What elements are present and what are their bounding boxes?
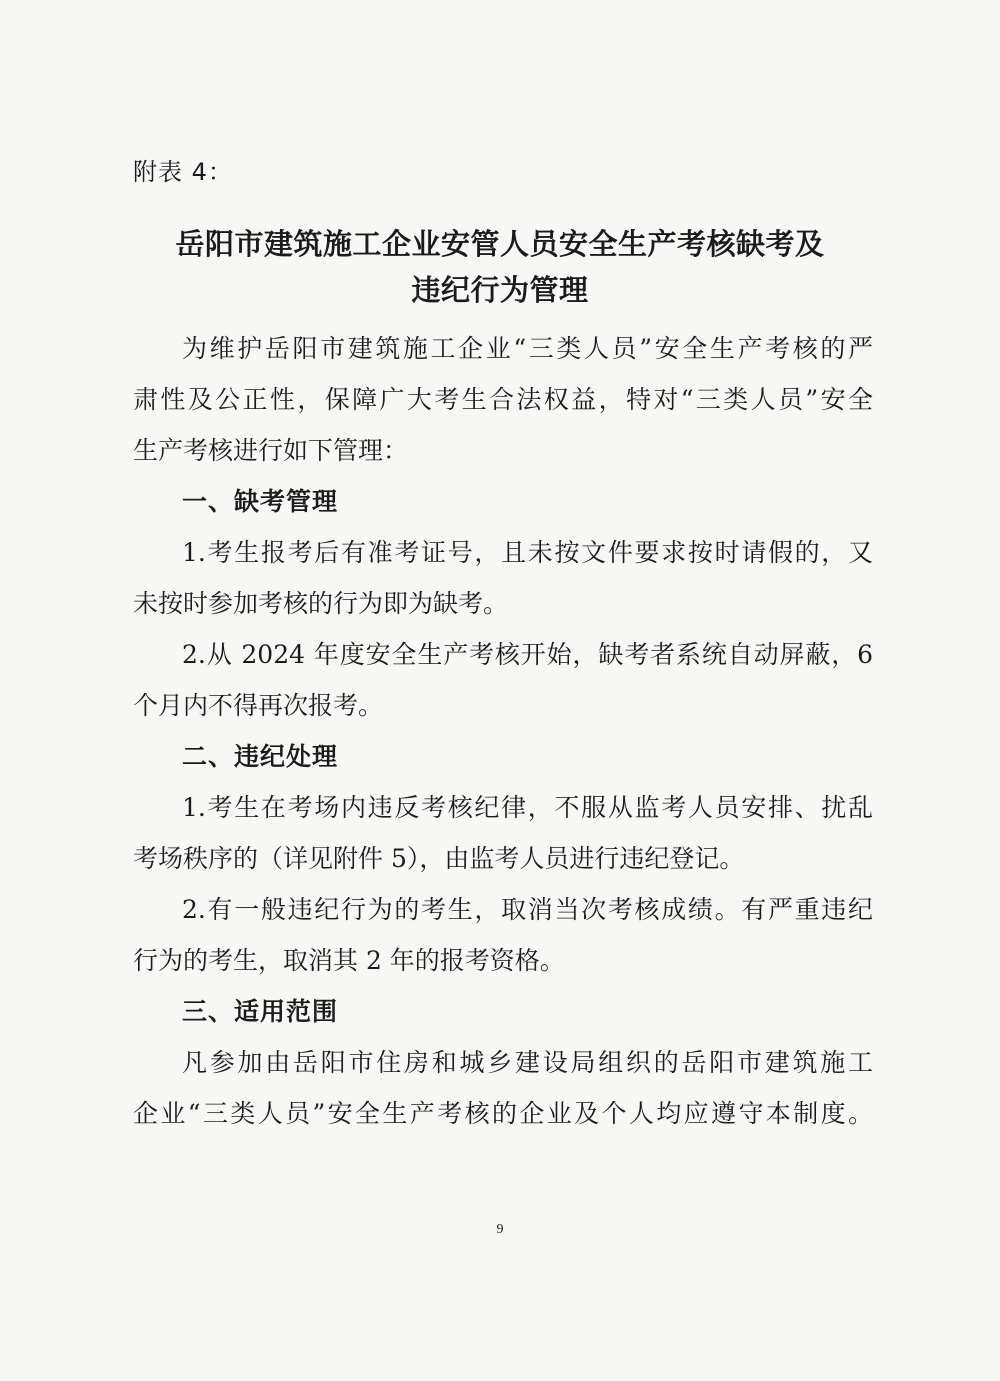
violation-item-1-line-2: 考场秩序的（详见附件 5），由监考人员进行违纪登记。 xyxy=(133,844,745,873)
intro-line-3: 生产考核进行如下管理： xyxy=(133,436,409,465)
section-heading-violation: 二、违纪处理 xyxy=(182,742,339,771)
document-title-line-2: 违纪行为管理 xyxy=(411,273,589,307)
violation-item-2-line-2: 行为的考生，取消其 2 年的报考资格。 xyxy=(133,946,565,975)
absence-item-1-line-1: 1.考生报考后有准考证号，且未按文件要求按时请假的，又 xyxy=(182,538,873,567)
intro-line-1: 为维护岳阳市建筑施工企业“三类人员”安全生产考核的严 xyxy=(182,334,873,363)
violation-item-2-line-1: 2.有一般违纪行为的考生，取消当次考核成绩。有严重违纪 xyxy=(182,895,873,924)
page-number: 9 xyxy=(496,1222,504,1237)
scope-item-line-1: 凡参加由岳阳市住房和城乡建设局组织的岳阳市建筑施工 xyxy=(182,1048,873,1077)
absence-item-2-line-1: 2.从 2024 年度安全生产考核开始，缺考者系统自动屏蔽，6 xyxy=(182,640,873,669)
section-heading-absence: 一、缺考管理 xyxy=(182,487,339,516)
section-heading-scope: 三、适用范围 xyxy=(182,997,339,1026)
absence-item-2-line-2: 个月内不得再次报考。 xyxy=(133,691,384,720)
annex-label: 附表 4： xyxy=(133,158,233,186)
violation-item-1-line-1: 1.考生在考场内违反考核纪律，不服从监考人员安排、扰乱 xyxy=(182,793,873,822)
scope-item-line-2: 企业“三类人员”安全生产考核的企业及个人均应遵守本制度。 xyxy=(133,1099,873,1128)
document-title-line-1: 岳阳市建筑施工企业安管人员安全生产考核缺考及 xyxy=(175,227,825,261)
absence-item-1-line-2: 未按时参加考核的行为即为缺考。 xyxy=(133,589,509,618)
intro-line-2: 肃性及公正性，保障广大考生合法权益，特对“三类人员”安全 xyxy=(133,385,873,414)
